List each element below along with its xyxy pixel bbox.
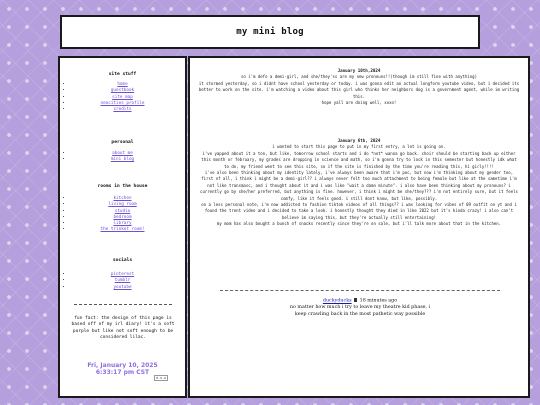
blog-post xyxy=(198,138,520,228)
site-stuff-list xyxy=(60,82,185,113)
post-paragraph: my mom has also bought a bunch of snacks recently since they're on sale, but i'll talk more about that in the kitchen. xyxy=(216,221,502,227)
link-mini-blog[interactable]: mini blog xyxy=(110,157,135,163)
list-item xyxy=(72,107,185,113)
status-cafe-widget xyxy=(220,298,500,318)
post-date: January 6th, 2024 xyxy=(337,138,381,143)
phone-icon xyxy=(354,298,357,302)
section-title-rooms: rooms in the house xyxy=(97,184,148,189)
status-time: 18 minutes ago xyxy=(359,298,398,304)
link-neocities-profile[interactable]: neocities profile xyxy=(100,100,145,106)
link-site-map[interactable]: site map xyxy=(112,94,133,100)
socials-list xyxy=(60,272,185,291)
link-about-me[interactable]: about me xyxy=(112,151,133,156)
link-kitchen[interactable]: kitchen xyxy=(113,196,132,201)
link-bedroom[interactable]: bedroom xyxy=(113,214,132,220)
link-studio[interactable]: studio xyxy=(114,208,131,214)
list-item xyxy=(72,227,185,233)
dow-badge: d.o.w xyxy=(156,376,167,380)
post-paragraph: on a less personal note, i'm now addicted to fashion tiktok videos of all things?? i was looking for vibes of 09 outfit on yt and i found the trent video and i decided to take a look. i honestly thought they died in like 2022 but it's kinda crazy! i also can't believe im saying this, but they're actually still entertaining! xyxy=(201,202,517,220)
link-guestbook[interactable]: guestbook xyxy=(110,88,135,94)
post-paragraph: i've also been thinking about my identity lately, i've always been aware that i'm poc, but now i'm thinking about my gender too, first of all, i think i might be a demi-girl?? i always never felt too much attachment to being female but like at the sametime i'm not like transmasc, and i thought about it and i was like "wait a damn minute". i also have been thinking about my pronouns? i currently go by she/her preferred, but anything is fine. however, i think i might be she/they??? i'm not entirely sure, but it feels comfy, like it feels good. i still dont know, but like, possibly. xyxy=(200,170,518,201)
sidebar xyxy=(58,56,187,398)
list-item xyxy=(72,157,185,163)
clock-date: Fri, January 10, 2025 xyxy=(87,362,158,369)
blog-post xyxy=(198,68,520,106)
rooms-section xyxy=(60,184,185,234)
post-paragraph: i wanted to start this page to put in my first entry, a lot is going on. xyxy=(272,144,446,150)
post-paragraph: hope yall are doing well, xoxo! xyxy=(321,100,397,106)
blog-content xyxy=(188,56,530,398)
fun-fact-text: fun fact: the design of this page is based off of my irl diary! it's a soft purple but like not soft enough to be considered lilac. xyxy=(71,316,175,341)
personal-section xyxy=(60,140,185,164)
link-tumblr[interactable]: tumblr xyxy=(114,278,131,284)
post-paragraph: i've yapped about it a ton, but like, tomorrow school starts and i do *not* wanna go back. choir should be starting back up either this month or february, my grades are dropping in science and math, so i'm gonna try to lock in this semester but honestly idk what to do, my friend went to see this site, so if the site is finished by the time you're reading this, hi girly!!!! xyxy=(201,150,517,169)
content-divider xyxy=(220,290,500,291)
personal-list xyxy=(60,151,185,164)
blog-header xyxy=(60,15,480,49)
status-text-line: keep crawling back in the most pathetic way possible xyxy=(294,311,426,317)
post-paragraph: it stormed yesterday, so i didnt have school yesterday or today. i was gonna edit an actual longform youtube video, but i decided its better to work on the site. i'm watching a video about this girl who thinks her neighbors dog is a government agent, while im writing this. xyxy=(198,80,520,99)
link-credits[interactable]: credits xyxy=(113,107,132,113)
section-title-site-stuff: site stuff xyxy=(108,72,137,77)
page-title: my mini blog xyxy=(236,27,304,37)
link-home[interactable]: home xyxy=(117,82,128,87)
link-library[interactable]: library xyxy=(113,221,132,227)
socials-section xyxy=(60,258,185,291)
link-trinket-room[interactable]: the trinket room! xyxy=(100,227,145,233)
site-stuff-section xyxy=(60,72,185,113)
section-title-socials: socials xyxy=(112,258,133,263)
status-username-link[interactable]: duckyducks xyxy=(322,298,352,304)
post-paragraph: so i'm defo a demi-girl, and she/they'ss are my new pronouns!!(though im still fine with anything) xyxy=(240,74,477,80)
clock-time: 6:33:17 pm CST xyxy=(95,369,150,376)
rooms-list xyxy=(60,196,185,234)
section-title-personal: personal xyxy=(111,140,134,145)
status-text-line: no matter how much i try to leave my theatre kid phase, i xyxy=(289,305,431,311)
link-living-room[interactable]: living room xyxy=(108,202,137,208)
post-date: January 10th,2024 xyxy=(337,68,381,73)
link-pinterest[interactable]: pinterest xyxy=(110,272,135,277)
link-youtube[interactable]: youtube xyxy=(113,284,132,290)
list-item xyxy=(72,285,185,291)
